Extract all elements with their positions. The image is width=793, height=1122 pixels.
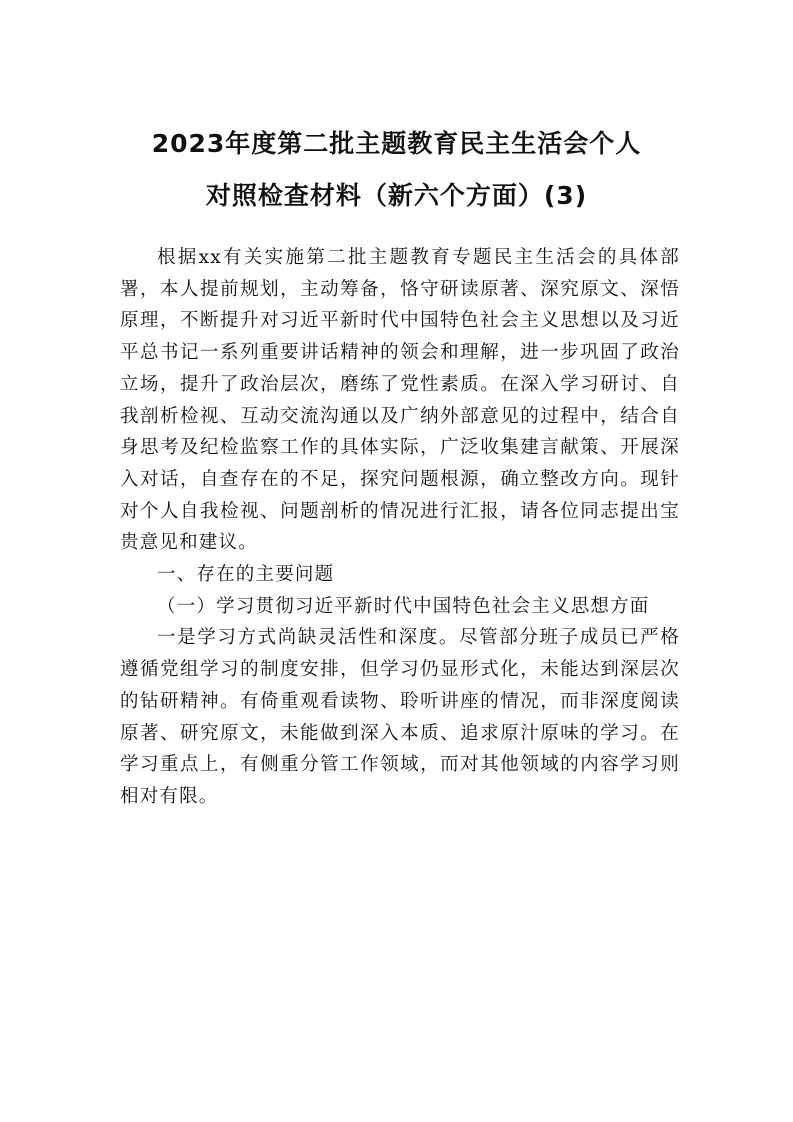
subsection-heading-study: （一）学习贯彻习近平新时代中国特色社会主义思想方面 — [157, 595, 650, 617]
document-body — [120, 242, 680, 813]
point-one-paragraph: 一是学习方式尚缺灵活性和深度。尽管部分班子成员已严格遵循党组学习的制度安排，但学习仍显形式化，未能达到深层次的钻研精神。有倚重观看读物、聆听讲座的情况，而非深度阅读原著、研究原文，未能做到深入本质、追求原汁原味的学习。在学习重点上，有侧重分管工作领域，而对其他领域的内容学习则相对有限。 — [120, 627, 680, 807]
section-heading-problems: 一、存在的主要问题 — [157, 564, 335, 586]
document-title — [96, 118, 697, 222]
title-line-2: 对照检查材料（新六个方面）(3) — [205, 181, 588, 210]
intro-paragraph: 根据xx有关实施第二批主题教育专题民主生活会的具体部署，本人提前规划，主动筹备，恪守研读原著、深究原文、深悟原理，不断提升对习近平新时代中国特色社会主义思想以及习近平总书记一系列重要讲话精神的领会和理解，进一步巩固了政治立场，提升了政治层次，磨练了党性素质。在深入学习研讨、自我剖析检视、互动交流沟通以及广纳外部意见的过程中，结合自身思考及纪检监察工作的具体实际，广泛收集建言献策、开展深入对话，自查存在的不足，探究问题根源，确立整改方向。现针对个人自我检视、问题剖析的情况进行汇报，请各位同志提出宝贵意见和建议。 — [120, 247, 680, 554]
title-line-1: 2023年度第二批主题教育民主生活会个人 — [151, 129, 642, 158]
